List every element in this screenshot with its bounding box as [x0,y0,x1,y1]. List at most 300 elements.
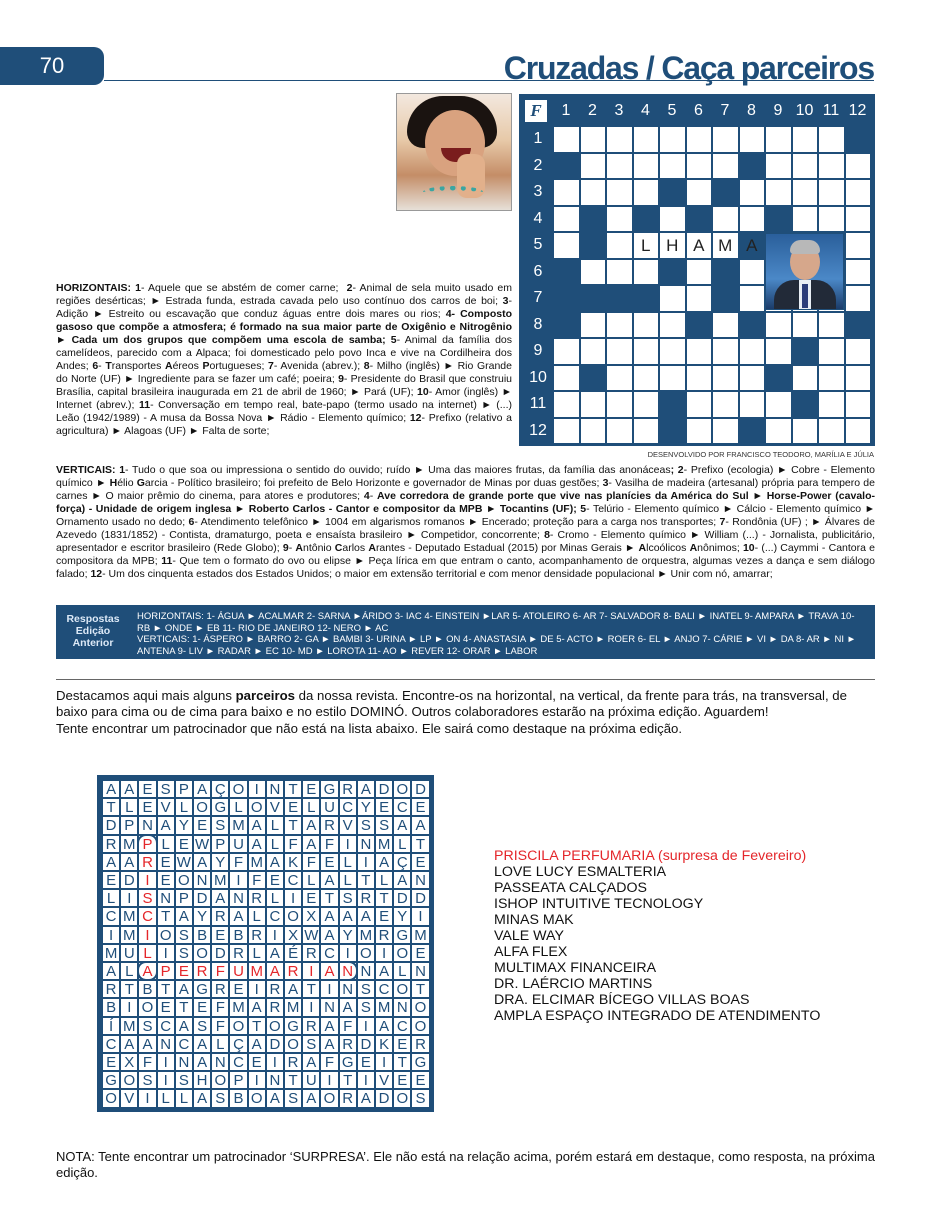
word-search-letter: A [321,872,337,888]
section-divider [56,679,875,680]
column-label-9: 9 [773,102,783,119]
word-search-letter: Y [394,908,410,924]
crossword-cell[interactable] [686,418,713,445]
word-search-letter: R [340,1090,356,1106]
word-search-letter: B [230,927,246,943]
word-search-letter: I [158,945,174,961]
word-search-letter: V [340,817,356,833]
word-search-letter: N [194,872,210,888]
word-search-letter: H [194,1072,210,1088]
word-search-letter: V [158,799,174,815]
word-search-letter: I [340,945,356,961]
crossword-cell[interactable] [845,153,872,180]
crossword-cell[interactable] [606,232,633,259]
crossword-cell [765,365,792,392]
crossword-cell[interactable] [712,153,739,180]
word-search-letter: O [176,872,192,888]
word-search-letter: I [139,872,155,888]
word-search-letter: T [285,781,301,797]
word-search-letter: P [230,1072,246,1088]
word-search-letter: A [194,854,210,870]
crossword-cell[interactable] [792,126,819,153]
crossword-cell [633,206,660,233]
crossword-cell[interactable] [818,338,845,365]
word-search-letter: E [158,999,174,1015]
crossword-cell[interactable] [633,365,660,392]
crossword-cell [633,285,660,312]
word-search-letter: L [176,799,192,815]
crossword-cell[interactable] [792,312,819,339]
crossword-cell[interactable]: L [633,232,660,259]
word-search-letter: Y [340,927,356,943]
word-search-letter: I [158,1072,174,1088]
crossword-cell[interactable] [659,365,686,392]
crossword-cell[interactable] [606,391,633,418]
word-search-letter: D [358,1036,374,1052]
crossword-cell[interactable] [553,365,580,392]
word-search-letter: T [376,890,392,906]
word-search-letter: R [358,890,374,906]
word-search-letter: I [285,890,301,906]
crossword-cell[interactable] [712,206,739,233]
word-search-letter: I [321,981,337,997]
crossword-cell[interactable] [818,418,845,445]
crossword-cell[interactable] [686,126,713,153]
crossword-cell[interactable] [739,206,766,233]
crossword-cell[interactable] [739,179,766,206]
word-search-letter: O [194,945,210,961]
sponsor-item: DR. LAÉRCIO MARTINS [494,976,653,992]
word-search-letter: A [376,1018,392,1034]
word-search-letter: D [121,872,137,888]
word-search-letter: R [249,927,265,943]
word-search-letter: E [412,1072,428,1088]
word-search-letter: P [212,836,228,852]
crossword-cell[interactable] [606,206,633,233]
word-search-letter: E [212,927,228,943]
word-search-letter: O [103,1090,119,1106]
row-label-12: 12 [529,421,547,439]
word-search-letter: R [267,981,283,997]
word-search-letter: O [394,781,410,797]
word-search-letter: E [158,872,174,888]
word-search-letter: L [340,872,356,888]
crossword-cell[interactable] [580,153,607,180]
crossword-cell[interactable] [712,312,739,339]
word-search-letter: Y [194,908,210,924]
word-search-letter: G [212,799,228,815]
column-label-2: 2 [588,102,597,119]
crossword-cell[interactable] [633,179,660,206]
crossword-cell[interactable] [792,206,819,233]
word-search-letter: I [358,1072,374,1088]
crossword-cell [553,259,580,286]
word-search-letter: Ç [212,781,228,797]
word-search-letter: X [121,1054,137,1070]
crossword-cell [765,206,792,233]
word-search-letter: A [285,981,301,997]
crossword-cell[interactable] [765,418,792,445]
word-search-letter: F [285,836,301,852]
crossword-cell [659,391,686,418]
crossword-cell[interactable]: A [686,232,713,259]
crossword-cell[interactable] [845,285,872,312]
crossword-cell[interactable] [633,126,660,153]
crossword-cell[interactable] [553,338,580,365]
word-search-letter: A [376,963,392,979]
crossword-cell[interactable] [712,365,739,392]
crossword-cell[interactable] [553,206,580,233]
crossword-cell[interactable] [580,179,607,206]
crossword-cell[interactable] [553,179,580,206]
crossword-cell[interactable] [686,259,713,286]
crossword-cell[interactable] [765,338,792,365]
word-search-letter: W [304,926,319,944]
crossword-cell[interactable] [845,232,872,259]
word-search-letter: T [412,836,428,852]
word-search-letter: A [394,872,410,888]
crossword-cell[interactable] [739,259,766,286]
word-search-letter: O [321,1090,337,1106]
crossword-cell[interactable] [739,391,766,418]
word-search-letter: N [394,999,410,1015]
row-label-7: 7 [533,289,543,306]
word-search-letter: D [103,817,119,833]
previous-answers-horizontais: HORIZONTAIS: 1- ÁGUA ► ACALMAR 2- SARNA ►ÁRIDO 3- IAC 4- EINSTEIN ►LAR 5- ATOLEIRO 6- AR 7- SALVADOR 8- BALI ► INATEL 9- AMPARA ► TRAVA 10- RB ► ONDE ► EB 11- RIO DE JANEIRO 12- NERO ► AC [137,611,855,634]
crossword-cell [845,312,872,339]
word-search-letter: S [358,817,374,833]
word-search-letter: G [340,1054,356,1070]
sponsor-item: ISHOP INTUITIVE TECNOLOGY [494,896,704,912]
crossword-cell[interactable] [580,418,607,445]
crossword-cell[interactable] [818,391,845,418]
word-search-letter: T [249,1018,265,1034]
previous-answers-verticais: VERTICAIS: 1- ÁSPERO ► BARRO 2- GA ► BAMBI 3- URINA ► LP ► ON 4- ANASTASIA ► DE 5- ACTO ► ROER 6- EL ► ANJO 7- CÁRIE ► VI ► DA 8- AR ► NI ► ANTENA 9- LIV ► RADAR ► EC 10- MD ► LOROTA 11- AO ► REVER 12- ORAR ► LABOR [137,634,856,657]
word-search-letter: L [267,890,283,906]
word-search-letter: S [176,1072,192,1088]
crossword-cell[interactable]: M [712,232,739,259]
crossword-cell[interactable] [845,391,872,418]
word-search-letter: M [250,963,263,980]
word-search-letter: U [230,963,246,979]
sponsor-item: PASSEATA CALÇADOS [494,880,647,896]
crossword-cell[interactable] [686,338,713,365]
row-label-3: 3 [533,183,543,200]
word-search-letter: A [249,1036,265,1052]
page-number: 70 [39,53,65,78]
word-search-letter: T [158,981,174,997]
crossword-cell[interactable] [845,338,872,365]
crossword-cell[interactable] [818,179,845,206]
crossword-cell[interactable] [606,153,633,180]
crossword-cell[interactable] [580,312,607,339]
word-search-letter: A [358,908,374,924]
word-search-letter: A [249,836,265,852]
crossword-cell[interactable] [818,206,845,233]
word-search-letter: L [103,890,119,906]
crossword-cell[interactable] [845,259,872,286]
crossword-cell[interactable] [606,179,633,206]
word-search-letter: O [212,1072,228,1088]
word-search-letter: S [340,890,356,906]
sponsor-item: DRA. ELCIMAR BÍCEGO VILLAS BOAS [494,992,750,1008]
word-search-letter: A [303,1090,319,1106]
word-search-letter: R [303,1018,319,1034]
word-search-letter: A [194,1054,210,1070]
crossword-cell[interactable] [765,126,792,153]
vertical-clues: VERTICAIS: 1- Tudo o que soa ou impressiona o sentido do ouvido; ruído ► Uma das maiores frutas, da família das anonáceas; 2- Prefixo (ecologia) ► Cobre - Elemento químico ► Hélio Garcia - Político brasileiro; foi prefeito de Belo Horizonte e governador de Minas por duas gestões; 3- Vasilha de madeira (artesanal) própria para tempero de carnes ► O maior prêmio do cinema, para atores e produtores; 4- Ave corredora de grande porte que vive nas planícies da América do Sul ► Horse-Power (cavalo-força) - Unidade de origem inglesa ► Roberto Carlos - Cantor e compositor da MPB ► Tocantins (UF); 5- Telúrio - Elemento químico ► Cálcio - Elemento químico ► Ornamento usado no dedo; 6- Atendimento telefônico ► 1004 em algarismos romanos ► Encerado; proteção para a carga nos transportes; 7- Rondônia (UF) ; ► Álvares de Azevedo (1831/1852) - Contista, dramaturgo, poeta e ensaísta brasileiro ► Competidor, concorrente; 8- Cromo - Elemento químico ► William (...) - Jornalista, publicitário, apresentador e escritor brasileiro (Rede Globo); 9- Antônio Carlos Arantes - Deputado Estadual (2015) por Minas Gerais ► Alcoólicos Anônimos; 10- (...) Caymmi - Cantora e compositora da MPB; 11- Que tem o formato do ovo ou elipse ► Peça lírica em que entram o canto, acompanhamento de orquestra, algumas vezes a dança e sem diálogo falado; 12- Um dos cinquenta estados dos Estados Unidos; o maior em extensão territorial e com menor densidade populacional ► Unir com nó, amarrar; [56,464,875,580]
crossword-cell[interactable] [633,338,660,365]
crossword-cell[interactable] [845,206,872,233]
crossword-cell[interactable] [659,285,686,312]
found-word-loop-horizontal [137,961,357,981]
word-search-letter: N [358,963,374,979]
word-search-letter: D [412,781,428,797]
word-search-letter: Ç [394,854,410,870]
sponsor-item: ALFA FLEX [494,944,568,960]
crossword-cell[interactable] [580,259,607,286]
crossword-cell[interactable] [580,391,607,418]
row-label-5: 5 [533,236,543,253]
column-label-12: 12 [848,102,867,119]
word-search-letter: A [394,817,410,833]
word-search-letter: C [394,1018,410,1034]
crossword-cell[interactable] [792,179,819,206]
word-search-letter: M [123,926,136,944]
word-search-letter: A [158,817,174,833]
word-search-letter: D [212,945,228,961]
word-search-letter: N [230,890,246,906]
crossword-cell[interactable] [633,259,660,286]
word-search-letter: I [249,781,265,797]
word-search-letter: A [249,817,265,833]
crossword-cell[interactable] [845,418,872,445]
word-search-letter: S [358,999,374,1015]
word-search-letter: T [103,799,119,815]
word-search-letter: G [412,1054,428,1070]
word-search-letter: I [303,963,319,979]
word-search-letter: L [394,963,410,979]
crossword-cell[interactable] [818,126,845,153]
word-search-letter: D [394,890,410,906]
row-label-1: 1 [533,130,543,147]
crossword-cell[interactable] [659,338,686,365]
word-search-letter: O [249,1090,265,1106]
word-search-letter: N [267,781,283,797]
crossword-cell[interactable] [606,338,633,365]
word-search-letter: U [230,836,246,852]
word-search-letter: L [394,836,410,852]
word-search-letter: O [358,945,374,961]
word-search-letter: A [376,854,392,870]
crossword-cell[interactable] [765,312,792,339]
word-search-letter: A [212,890,228,906]
crossword-cell [712,179,739,206]
crossword-cell[interactable] [739,285,766,312]
crossword-cell[interactable] [818,365,845,392]
word-search-letter: E [176,963,192,979]
word-search-letter: F [321,836,337,852]
crossword-cell[interactable] [686,391,713,418]
crossword-cell[interactable] [686,179,713,206]
crossword-cell[interactable] [765,391,792,418]
word-search-letter: A [303,817,319,833]
word-search-letter: A [267,945,283,961]
word-search-letter: R [139,854,155,870]
crossword-cell [580,206,607,233]
word-search-letter: C [103,1036,119,1052]
crossword-cell[interactable] [633,312,660,339]
word-search-letter: E [194,817,210,833]
word-search-letter: A [121,781,137,797]
crossword-cell[interactable] [633,418,660,445]
crossword-cell[interactable] [765,153,792,180]
word-search-letter: I [358,854,374,870]
crossword-cell[interactable] [606,365,633,392]
crossword-cell [739,418,766,445]
word-search-letter: F [249,872,265,888]
word-search-letter: M [123,908,136,926]
word-search-letter: P [158,963,174,979]
word-search-letter: E [285,799,301,815]
crossword-cell[interactable] [659,312,686,339]
word-search-letter: A [340,999,356,1015]
crossword-cell[interactable] [606,418,633,445]
crossword-cell[interactable] [606,259,633,286]
word-search-letter: A [321,1018,337,1034]
row-label-11: 11 [529,395,547,412]
word-search-letter: E [394,1072,410,1088]
word-search-letter: O [121,1072,137,1088]
sponsor-list [494,848,820,1024]
crossword-cell[interactable] [633,391,660,418]
word-search-letter: R [103,836,119,852]
word-search-letter: L [176,1090,192,1106]
word-search-letter: I [412,908,428,924]
word-search-letter: C [321,945,337,961]
sponsor-item: PRISCILA PERFUMARIA (surpresa de Fevereiro) [494,848,807,864]
crossword-cell[interactable] [553,232,580,259]
word-search-letter: A [249,999,265,1015]
word-search-letter: R [194,963,210,979]
word-search-letter: F [212,1018,228,1034]
word-search-letter: É [285,945,301,961]
word-search-letter: M [414,926,427,944]
word-search-letter: K [285,854,301,870]
word-search-letter: N [358,836,374,852]
word-search-letter: A [176,1018,192,1034]
word-search-letter: I [267,1054,283,1070]
word-search-letter: G [394,927,410,943]
crossword-cell[interactable] [818,153,845,180]
crossword-cell[interactable] [686,153,713,180]
word-search-letter: P [176,890,192,906]
word-search-letter: E [103,872,119,888]
crossword-cell[interactable] [553,418,580,445]
word-search-letter: G [103,1072,119,1088]
word-search-letter: N [158,890,174,906]
crossword-cell[interactable] [633,153,660,180]
word-search-letter: O [230,781,246,797]
word-search-letter: I [267,927,283,943]
crossword-cell[interactable] [765,179,792,206]
word-search-letter: N [340,981,356,997]
word-search-letter: I [139,927,155,943]
word-search-letter: I [230,872,246,888]
sponsor-item: MINAS MAK [494,912,574,928]
word-search-letter: T [358,872,374,888]
word-search-letter: Y [176,817,192,833]
word-search-letter: E [103,1054,119,1070]
crossword-cell[interactable] [553,126,580,153]
crossword-cell[interactable] [712,126,739,153]
crossword-cell[interactable] [845,365,872,392]
word-search-letter: Í [103,1018,119,1034]
crossword-cell [739,153,766,180]
word-search-letter: L [376,872,392,888]
word-search-letter: T [321,890,337,906]
word-search-letter: A [176,908,192,924]
crossword-cell[interactable] [818,312,845,339]
crossword-cell[interactable] [712,338,739,365]
word-search-letter: A [139,963,155,979]
word-search-letter: E [303,781,319,797]
word-search-letter: T [303,981,319,997]
crossword-cell[interactable] [659,153,686,180]
word-search-letter: A [267,1090,283,1106]
crossword-cell[interactable] [739,365,766,392]
word-search-letter: T [121,981,137,997]
crossword-cell[interactable] [792,418,819,445]
crossword-cell[interactable] [792,153,819,180]
crossword-cell [712,259,739,286]
crossword-cell[interactable] [606,312,633,339]
crossword-cell[interactable] [580,338,607,365]
crossword-cell[interactable] [580,126,607,153]
word-search-letter: N [139,817,155,833]
row-label-6: 6 [533,262,543,280]
word-search-letter: R [212,981,228,997]
crossword-cell[interactable] [792,365,819,392]
crossword-cell [686,312,713,339]
previous-answers-label-text: Respostas Edição Anterior [66,613,120,649]
word-search-letter: A [303,1054,319,1070]
crossword-cell[interactable] [659,126,686,153]
crossword-cell[interactable] [606,126,633,153]
crossword-cell[interactable] [712,391,739,418]
crossword-cell[interactable] [845,179,872,206]
crossword-cell [553,153,580,180]
word-search-letter: B [103,999,119,1015]
crossword-cell[interactable] [686,285,713,312]
crossword-cell[interactable] [739,338,766,365]
word-search-letter: B [139,981,155,997]
crossword-cell[interactable] [553,391,580,418]
word-search-letter: O [412,999,428,1015]
word-search-letter: A [103,854,119,870]
word-search-letter: F [212,999,228,1015]
word-search-letter: P [139,836,155,852]
crossword-cell[interactable] [712,418,739,445]
crossword-cell[interactable]: H [659,232,686,259]
word-search-letter: G [321,781,337,797]
crossword-cell[interactable] [739,126,766,153]
word-search-letter: M [123,1017,136,1035]
crossword-cell[interactable] [686,365,713,392]
crossword-cell[interactable] [659,206,686,233]
word-search-letter: L [249,908,265,924]
word-search-letter: T [340,1072,356,1088]
